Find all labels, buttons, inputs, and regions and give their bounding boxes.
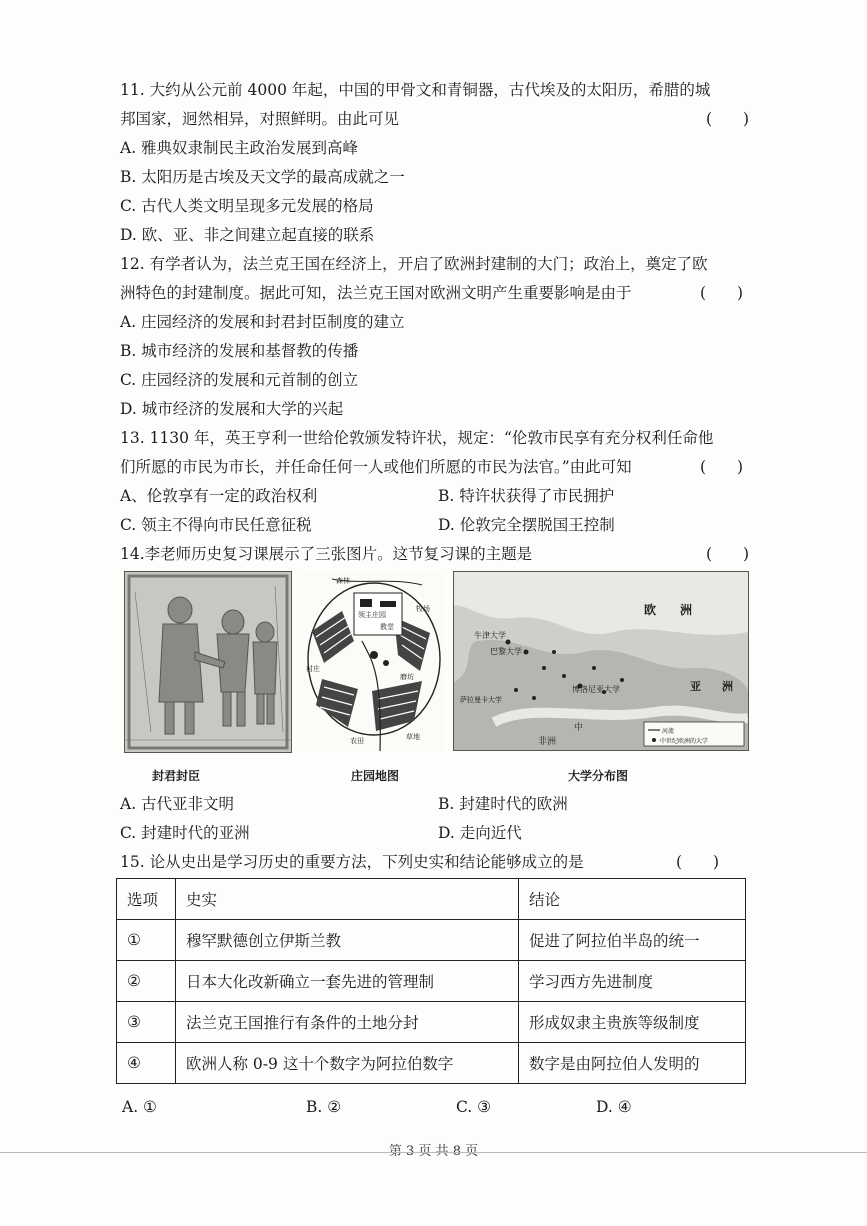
manor-label-farmland: 农田 (350, 737, 364, 745)
map-label-paris: 巴黎大学 (490, 647, 522, 656)
footer-divider (0, 1152, 867, 1153)
q15-option-d: D. ④ (596, 1098, 632, 1116)
q11-stem-line2: 邦国家，迥然相异，对照鲜明。由此可见 (120, 110, 400, 128)
manor-label-church: 教堂 (380, 623, 394, 631)
q15-option-b: B. ② (306, 1098, 342, 1116)
q12-stem-line1: 12. 有学者认为，法兰克王国在经济上，开启了欧洲封建制的大门；政治上，奠定了欧 (120, 255, 708, 273)
q15-option-c: C. ③ (456, 1098, 492, 1116)
q12-option-b: B. 城市经济的发展和基督教的传播 (120, 342, 359, 360)
manor-label-lord: 领主庄园 (358, 611, 386, 619)
caption-university-map: 大学分布图 (567, 769, 629, 783)
q14-option-b: B. 封建时代的欧洲 (438, 795, 568, 813)
q14-option-d: D. 走向近代 (438, 824, 522, 842)
q11-option-d: D. 欧、亚、非之间建立起直接的联系 (120, 226, 375, 244)
table-cell-conclusion: 数字是由阿拉伯人发明的 (519, 1043, 746, 1084)
table-cell-conclusion: 促进了阿拉伯半岛的统一 (519, 920, 746, 961)
q11-option-a: A. 雅典奴隶制民主政治发展到高峰 (120, 139, 359, 157)
q12-answer-paren: ( ) (700, 284, 744, 302)
map-label-salamanca: 萨拉曼卡大学 (460, 696, 502, 704)
map-label-europe-2: 洲 (680, 603, 693, 617)
q12-stem-line2: 洲特色的封建制度。据此可知，法兰克王国对欧洲文明产生重要影响是由于 (120, 284, 632, 302)
table-cell-fact: 法兰克王国推行有条件的土地分封 (176, 1002, 519, 1043)
history-facts-table (116, 878, 746, 1084)
map-label-asia-2: 洲 (722, 680, 733, 693)
q11-option-c: C. 古代人类文明呈现多元发展的格局 (120, 197, 374, 215)
q14-stem: 14.李老师历史复习课展示了三张图片。这节复习课的主题是 (120, 545, 533, 563)
legend-university: 中世纪欧洲的大学 (660, 738, 709, 745)
q11-stem-line1: 11. 大约从公元前 4000 年起，中国的甲骨文和青铜器，古代埃及的太阳历，希腊的城 (120, 81, 711, 99)
legend-river: 河流 (662, 728, 675, 735)
q14-answer-paren: ( ) (706, 545, 750, 563)
q11-answer-paren: ( ) (706, 110, 750, 128)
manor-label-village: 村庄 (306, 665, 320, 673)
table-cell-conclusion: 形成奴隶主贵族等级制度 (519, 1002, 746, 1043)
manor-label-pasture: 牧场 (416, 605, 430, 613)
q14-option-a: A. 古代亚非文明 (120, 795, 235, 813)
table-row (117, 1043, 746, 1084)
table-cell-fact: 欧洲人称 0-9 这十个数字为阿拉伯数字 (176, 1043, 519, 1084)
q12-option-d: D. 城市经济的发展和大学的兴起 (120, 400, 344, 418)
table-cell-conclusion: 学习西方先进制度 (519, 961, 746, 1002)
q13-stem-line2: 们所愿的市民为市长，并任命任何一人或他们所愿的市民为法官。”由此可知 (120, 458, 632, 476)
manor-label-mill: 磨坊 (400, 673, 414, 681)
q13-answer-paren: ( ) (700, 458, 744, 476)
map-label-africa: 非洲 (538, 737, 557, 747)
map-label-asia-1: 亚 (690, 680, 701, 693)
q14-option-c: C. 封建时代的亚洲 (120, 824, 250, 842)
map-label-europe-1: 欧 (644, 603, 657, 617)
table-cell-option: ① (117, 920, 176, 961)
map-label-oxford: 牛津大学 (474, 631, 506, 640)
table-row (117, 920, 746, 961)
manor-map-image (302, 571, 444, 751)
table-header-fact: 史实 (176, 879, 519, 920)
q11-option-b: B. 太阳历是古埃及天文学的最高成就之一 (120, 168, 405, 186)
lord-vassal-illustration (125, 572, 291, 752)
table-row (117, 1002, 746, 1043)
caption-manor-map: 庄园地图 (350, 769, 400, 783)
table-cell-option: ④ (117, 1043, 176, 1084)
table-header-option: 选项 (117, 879, 176, 920)
lord-vassal-image (124, 571, 292, 753)
q12-option-a: A. 庄园经济的发展和封君封臣制度的建立 (120, 313, 405, 331)
manor-map-illustration (302, 571, 444, 751)
manor-label-forest: 森林 (336, 577, 350, 585)
table-cell-option: ③ (117, 1002, 176, 1043)
q15-answer-paren: ( ) (676, 853, 720, 871)
q15-stem: 15. 论从史出是学习历史的重要方法，下列史实和结论能够成立的是 (120, 853, 584, 871)
map-label-sea: 中 (574, 723, 584, 733)
q12-option-c: C. 庄园经济的发展和元首制的创立 (120, 371, 359, 389)
caption-lord-vassal: 封君封臣 (151, 769, 201, 783)
university-map-image (453, 571, 749, 751)
table-row (117, 961, 746, 1002)
q13-option-c: C. 领主不得向市民任意征税 (120, 516, 312, 534)
table-cell-fact: 日本大化改新确立一套先进的管理制 (176, 961, 519, 1002)
table-cell-fact: 穆罕默德创立伊斯兰教 (176, 920, 519, 961)
q13-option-d: D. 伦敦完全摆脱国王控制 (438, 516, 615, 534)
page-footer: 第 3 页 共 8 页 (388, 1144, 479, 1159)
table-cell-option: ② (117, 961, 176, 1002)
q13-stem-line1: 13. 1130 年，英王亨利一世给伦敦颁发特许状，规定：“伦敦市民享有充分权利任命他 (120, 429, 714, 447)
map-label-bologna: 博洛尼亚大学 (572, 685, 620, 694)
manor-label-meadow: 草地 (406, 733, 420, 741)
q13-option-a: A、伦敦享有一定的政治权利 (120, 487, 318, 505)
table-header-row (117, 879, 746, 920)
table-header-conclusion: 结论 (519, 879, 746, 920)
q13-option-b: B. 特许状获得了市民拥护 (438, 487, 615, 505)
university-map-illustration (454, 572, 748, 750)
q15-option-a: A. ① (122, 1098, 157, 1116)
